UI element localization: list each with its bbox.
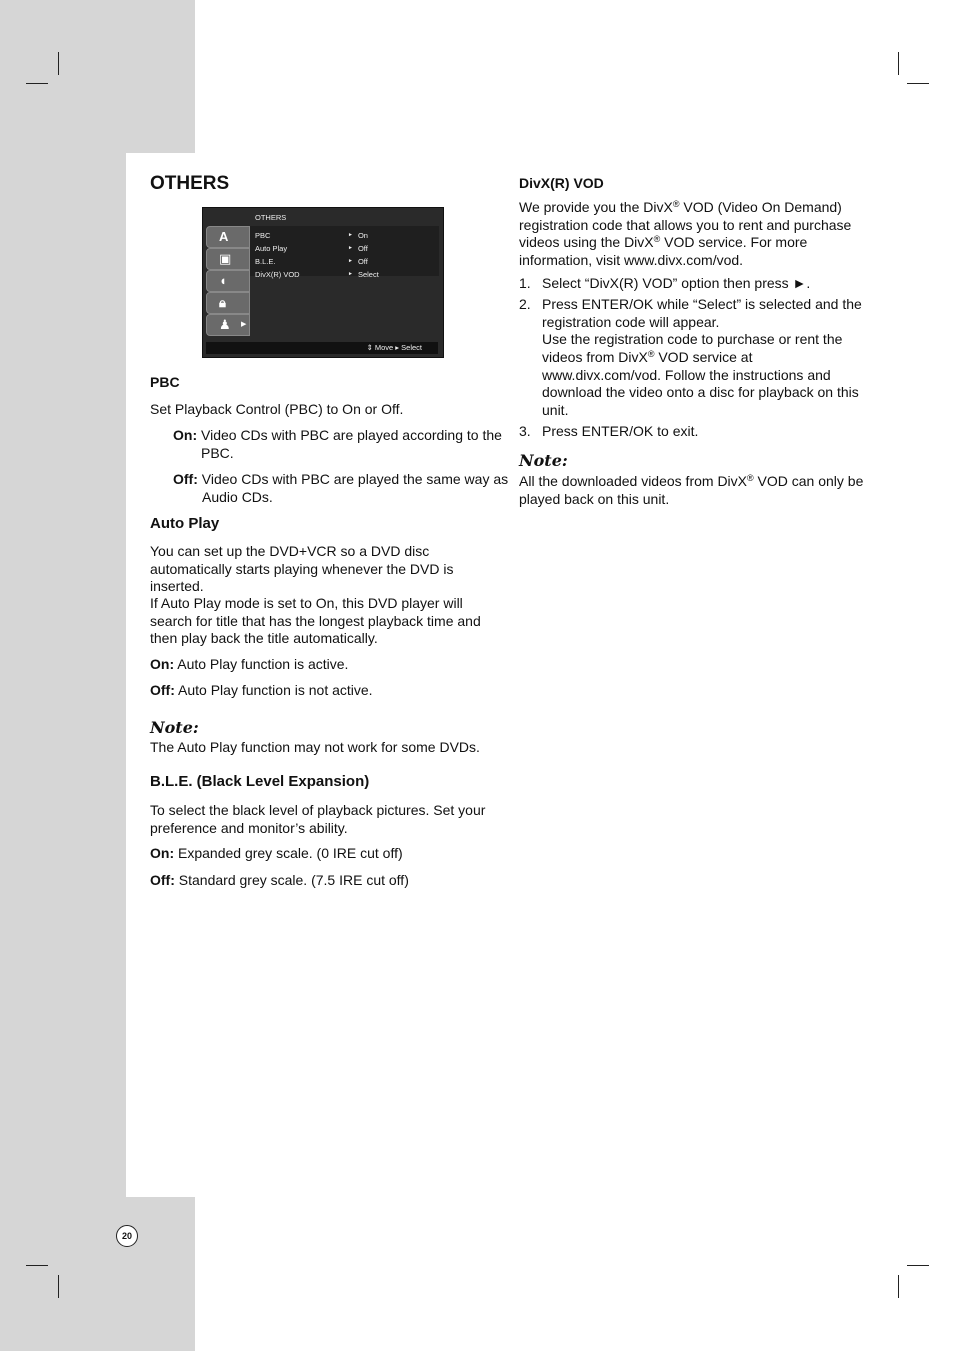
others-icon: ♟: [219, 317, 231, 332]
crop-mark: [26, 83, 48, 84]
page-number: 20: [116, 1225, 138, 1247]
auto-play-off: Off: Auto Play function is not active.: [150, 682, 373, 698]
letter-a-icon: A: [219, 229, 229, 244]
ble-on: On: Expanded grey scale. (0 IRE cut off): [150, 845, 403, 861]
ble-off: Off: Standard grey scale. (7.5 IRE cut off): [150, 872, 409, 888]
osd-menu-screenshot: [202, 207, 444, 358]
auto-play-para2: If Auto Play mode is set to On, this DVD player will search for title that has the longest playback time and then play back the title automatically.: [150, 595, 481, 647]
pbc-heading: PBC: [150, 374, 180, 390]
divx-heading: DivX(R) VOD: [519, 175, 604, 191]
list-item: 1. Select “DivX(R) VOD” option then press ►.: [519, 275, 811, 291]
divx-intro: We provide you the DivX® VOD (Video On Demand) registration code that allows you to rent and purchase videos using the DivX® VOD service. For more information, visit www.divx.com/vod.: [519, 199, 852, 268]
crop-mark: [58, 1275, 59, 1298]
osd-row-label: PBC: [255, 231, 271, 240]
crop-mark: [26, 1265, 48, 1266]
page-title: OTHERS: [150, 173, 230, 194]
pbc-off-item: Off: Video CDs with PBC are played the same way as Audio CDs.: [173, 471, 509, 505]
osd-row-label: DivX(R) VOD: [255, 270, 300, 279]
osd-row-label: Auto Play: [255, 244, 288, 253]
osd-tab-others: [206, 314, 250, 336]
ble-heading: B.L.E. (Black Level Expansion): [150, 773, 370, 790]
osd-hint: ⇕ Move ▸ Select: [366, 343, 422, 352]
left-margin-band: [0, 0, 126, 1351]
crop-mark: [898, 52, 899, 75]
ble-intro: To select the black level of playback pictures. Set your preference and monitor’s ability.: [150, 802, 486, 836]
osd-row-value: ► Off: [348, 257, 368, 266]
top-margin-band: [126, 0, 195, 153]
osd-tab-lock: [206, 292, 250, 314]
crop-mark: [907, 83, 929, 84]
osd-row-value: ► Off: [348, 244, 368, 253]
auto-play-para1: You can set up the DVD+VCR so a DVD disc automatically starts playing whenever the DVD is inserted.: [150, 543, 454, 595]
chevron-right-icon: ▶: [241, 321, 247, 328]
osd-tab-language: [206, 226, 250, 248]
speaker-icon: ◖: [219, 273, 227, 288]
osd-menu-title: OTHERS: [255, 213, 287, 222]
osd-tab-display: [206, 248, 250, 270]
arrow-icon: ►: [348, 232, 353, 238]
play-icon: ▸: [395, 343, 400, 352]
crop-mark: [58, 52, 59, 75]
osd-hint-bar: [206, 342, 438, 354]
arrow-icon: ►: [348, 245, 353, 251]
lock-icon: 🔒︎: [219, 295, 226, 310]
crop-mark: [907, 1265, 929, 1266]
arrow-icon: ►: [348, 258, 353, 264]
auto-play-on: On: Auto Play function is active.: [150, 656, 349, 672]
list-item: 3. Press ENTER/OK to exit.: [519, 422, 699, 439]
arrow-icon: ►: [348, 271, 353, 277]
osd-tab-audio: [206, 270, 250, 292]
list-item: 2. Press ENTER/OK while “Select” is selected and the registration code will appear. Use the registration code to purchase or rent the videos from DivX® VOD service at www.divx.com/vod. Follow the instructions and download the video onto a disc for playback on this unit.: [519, 296, 862, 418]
divx-note-text: All the downloaded videos from DivX® VOD can only be played back on this unit.: [519, 473, 864, 507]
divx-steps: [519, 275, 869, 444]
crop-mark: [898, 1275, 899, 1298]
pbc-intro: Set Playback Control (PBC) to On or Off.: [150, 401, 404, 417]
osd-row-label: B.L.E.: [255, 257, 276, 266]
pbc-on-item: On: Video CDs with PBC are played according to the PBC.: [173, 427, 502, 461]
auto-play-note-heading: Note:: [150, 718, 199, 737]
auto-play-note-text: The Auto Play function may not work for some DVDs.: [150, 739, 480, 755]
up-down-icon: ⇕: [366, 343, 373, 352]
screen-icon: ▣: [219, 251, 232, 266]
bottom-margin-band: [126, 1197, 195, 1351]
auto-play-heading: Auto Play: [150, 515, 220, 532]
divx-note-heading: Note:: [519, 451, 568, 470]
osd-row-value: ► Select: [348, 270, 379, 279]
osd-row-value: ► On: [348, 231, 368, 240]
